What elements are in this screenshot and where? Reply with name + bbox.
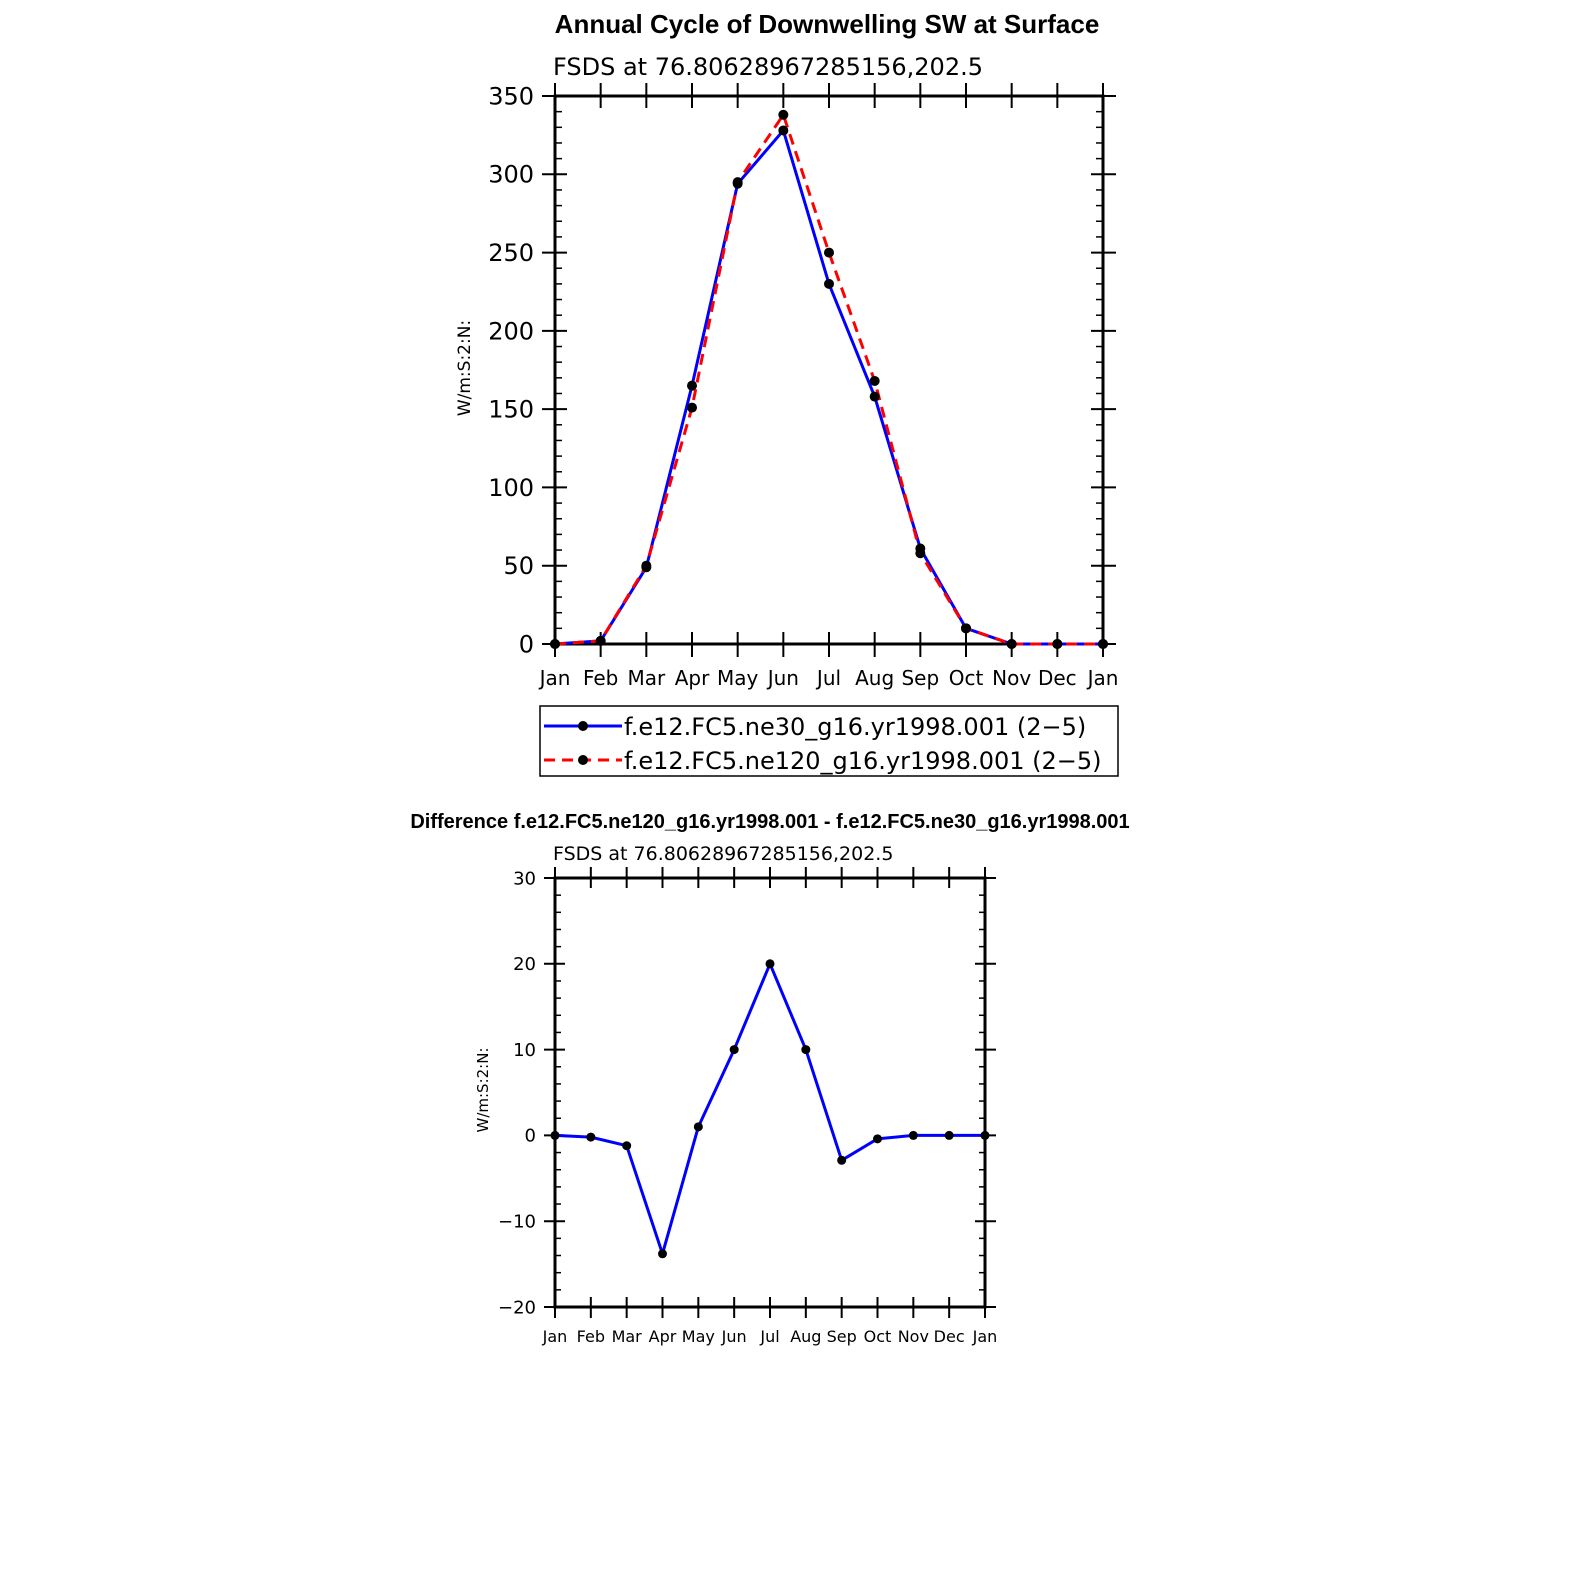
chart-bottom-ytick-label: 20 bbox=[513, 954, 536, 976]
chart-top-xtick-label: Jun bbox=[767, 666, 799, 690]
chart-bottom-xtick-label: Apr bbox=[648, 1327, 677, 1346]
chart-bottom-title: Difference f.e12.FC5.ne120_g16.yr1998.001 - f.e12.FC5.ne30_g16.yr1998.001 bbox=[410, 811, 1130, 833]
chart-top-series-1-point bbox=[687, 403, 697, 413]
chart-bottom-xtick-label: Nov bbox=[897, 1327, 929, 1346]
chart-top-series-1-point bbox=[596, 636, 606, 646]
chart-bottom-ylabel: W/m:S:2:N: bbox=[474, 1047, 492, 1133]
chart-top-series-1-point bbox=[824, 248, 834, 258]
chart-top-series-1-point bbox=[1052, 639, 1062, 649]
chart-top-xtick-label: Jul bbox=[816, 666, 842, 690]
chart-bottom-xtick-label: Aug bbox=[790, 1327, 822, 1346]
chart-top-xtick-label: Jan bbox=[539, 666, 571, 690]
chart-top-ylabel: W/m:S:2:N: bbox=[455, 319, 475, 417]
chart-top-series-1-point bbox=[550, 639, 560, 649]
chart-top-title: Annual Cycle of Downwelling SW at Surface bbox=[554, 9, 1100, 39]
chart-bottom-ytick-label: 0 bbox=[524, 1125, 536, 1147]
chart-top-frame bbox=[555, 96, 1103, 644]
chart-bottom-subtitle: FSDS at 76.80628967285156,202.5 bbox=[553, 843, 894, 865]
chart-top-ytick-label: 50 bbox=[503, 552, 534, 581]
chart-bottom-ytick-label: −20 bbox=[498, 1297, 536, 1319]
chart-top-xtick-label: Dec bbox=[1037, 666, 1077, 690]
chart-top-xtick-label: Oct bbox=[948, 666, 984, 690]
chart-top bbox=[455, 9, 1118, 776]
chart-top-xtick-label: May bbox=[716, 666, 759, 690]
chart-top-legend bbox=[540, 706, 1118, 776]
chart-top-ytick-label: 0 bbox=[518, 630, 534, 659]
chart-top-series-1-point bbox=[641, 561, 651, 571]
chart-top-series-1-point bbox=[778, 110, 788, 120]
chart-bottom-series-0-point bbox=[551, 1131, 560, 1140]
chart-top-ytick-label: 150 bbox=[488, 395, 534, 424]
chart-bottom-series-0-point bbox=[730, 1045, 739, 1054]
chart-top-series-1-point bbox=[733, 177, 743, 187]
chart-bottom-series-0-point bbox=[766, 959, 775, 968]
chart-bottom-ytick-label: −10 bbox=[498, 1211, 536, 1233]
chart-top-series-1-point bbox=[1007, 639, 1017, 649]
chart-bottom-xtick-label: Oct bbox=[863, 1327, 892, 1346]
chart-top-series-1-point bbox=[915, 548, 925, 558]
chart-bottom-ytick-label: 30 bbox=[513, 868, 536, 890]
chart-top-xtick-label: Apr bbox=[674, 666, 710, 690]
chart-bottom-xtick-label: May bbox=[681, 1327, 715, 1346]
chart-bottom-xtick-label: Sep bbox=[826, 1327, 857, 1346]
chart-bottom-series-0-point bbox=[694, 1122, 703, 1131]
chart-bottom-series-0-point bbox=[909, 1131, 918, 1140]
chart-top-series-1-point bbox=[1098, 639, 1108, 649]
chart-top-xtick-label: Jan bbox=[1087, 666, 1119, 690]
legend-marker-ne120 bbox=[578, 755, 588, 765]
chart-top-xtick-label: Nov bbox=[992, 666, 1032, 690]
chart-bottom-series-0-point bbox=[801, 1045, 810, 1054]
chart-bottom-series-0-point bbox=[981, 1131, 990, 1140]
chart-bottom-xtick-label: Jan bbox=[972, 1327, 998, 1346]
chart-top-xtick-label: Feb bbox=[582, 666, 619, 690]
chart-top-ytick-label: 250 bbox=[488, 238, 534, 267]
chart-bottom-series-0-point bbox=[945, 1131, 954, 1140]
chart-top-series-1-line bbox=[555, 115, 1103, 644]
chart-top-ytick-label: 200 bbox=[488, 317, 534, 346]
chart-top-ytick-label: 300 bbox=[488, 160, 534, 189]
chart-bottom-plot bbox=[498, 867, 997, 1346]
chart-top-series-0-point bbox=[824, 279, 834, 289]
chart-bottom-series-0-point bbox=[873, 1134, 882, 1143]
chart-bottom-series-0-point bbox=[658, 1249, 667, 1258]
chart-bottom-xtick-label: Jul bbox=[760, 1327, 780, 1346]
chart-top-plot bbox=[488, 82, 1118, 690]
chart-top-series-0-point bbox=[687, 381, 697, 391]
chart-top-series-0-line bbox=[555, 130, 1103, 644]
chart-top-series-1-point bbox=[961, 623, 971, 633]
chart-top-xtick-label: Sep bbox=[901, 666, 940, 690]
legend-marker-ne30 bbox=[578, 721, 588, 731]
chart-bottom-series-0-line bbox=[555, 964, 985, 1254]
legend-label-ne120: f.e12.FC5.ne120_g16.yr1998.001 (2−5) bbox=[624, 747, 1102, 775]
chart-bottom-frame bbox=[555, 878, 985, 1307]
chart-top-xtick-label: Mar bbox=[627, 666, 666, 690]
chart-top-series-1-point bbox=[870, 376, 880, 386]
chart-bottom-xtick-label: Feb bbox=[576, 1327, 605, 1346]
chart-bottom-series-0-point bbox=[586, 1133, 595, 1142]
chart-bottom bbox=[410, 811, 1129, 1346]
chart-top-xtick-label: Aug bbox=[855, 666, 895, 690]
chart-top-series-0-point bbox=[870, 392, 880, 402]
chart-top-ytick-label: 350 bbox=[488, 82, 534, 111]
chart-bottom-xtick-label: Dec bbox=[933, 1327, 965, 1346]
chart-bottom-ytick-label: 10 bbox=[513, 1039, 536, 1061]
chart-bottom-series-0-point bbox=[622, 1141, 631, 1150]
chart-bottom-xtick-label: Jun bbox=[721, 1327, 747, 1346]
chart-top-subtitle: FSDS at 76.80628967285156,202.5 bbox=[553, 53, 983, 81]
chart-bottom-series-0-point bbox=[837, 1156, 846, 1165]
chart-top-ytick-label: 100 bbox=[488, 473, 534, 502]
chart-top-series-0-point bbox=[778, 125, 788, 135]
chart-bottom-xtick-label: Jan bbox=[542, 1327, 568, 1346]
legend-label-ne30: f.e12.FC5.ne30_g16.yr1998.001 (2−5) bbox=[624, 713, 1087, 741]
chart-bottom-xtick-label: Mar bbox=[611, 1327, 642, 1346]
